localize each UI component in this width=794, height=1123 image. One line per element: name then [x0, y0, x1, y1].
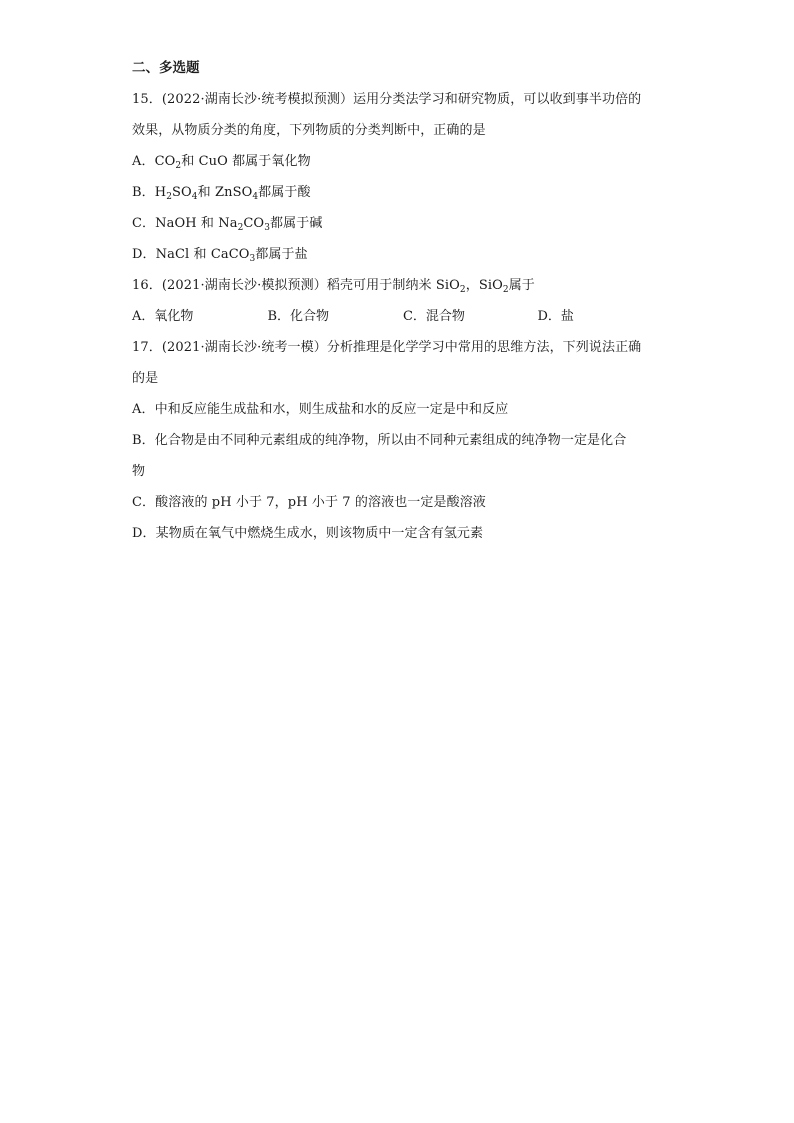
question-15-option-c: C．NaOH 和 $Na_2CO_3$都属于碱 — [132, 216, 323, 233]
question-16-option-b: B．化合物 — [267, 309, 330, 324]
question-16-stem: 16．(2021·湖南长沙·模拟预测）稻壳可用于制纳米 SiO$_2$，SiO$_2$属于 — [132, 278, 535, 295]
section-title: 二、多选题 — [132, 60, 200, 76]
question-16 — [132, 270, 672, 332]
question-17-stem-line-1: 17．(2021·湖南长沙·统考一模）分析推理是化学学习中常用的思维方法，下列说法正确 — [132, 340, 642, 355]
question-17 — [132, 332, 672, 549]
question-16-option-d: D．盐 — [537, 309, 574, 324]
question-17-option-a: A．中和反应能生成盐和水，则生成盐和水的反应一定是中和反应 — [132, 402, 509, 417]
question-15-option-b: B．$H_2SO_4$和 ZnSO$_4$都属于酸 — [132, 185, 311, 202]
question-17-option-c: C．酸溶液的 pH 小于 7，pH 小于 7 的溶液也一定是酸溶液 — [132, 495, 486, 510]
question-16-options — [132, 301, 672, 332]
question-15-stem-line-2: 效果，从物质分类的角度，下列物质的分类判断中，正确的是 — [132, 123, 486, 138]
question-17-stem-line-2: 的是 — [132, 371, 159, 386]
question-17-option-d: D．某物质在氧气中燃烧生成水，则该物质中一定含有氢元素 — [132, 526, 484, 541]
question-15-option-a: A．$CO_2$和 CuO 都属于氧化物 — [132, 154, 311, 171]
question-15-stem-line-1: 15．(2022·湖南长沙·统考模拟预测）运用分类法学习和研究物质，可以收到事半功倍的 — [132, 92, 642, 107]
question-17-option-b-line-1: B．化合物是由不同种元素组成的纯净物，所以由不同种元素组成的纯净物一定是化合 — [132, 433, 627, 448]
question-16-option-c: C．混合物 — [402, 309, 465, 324]
question-15-option-d: D．NaCl 和 CaCO$_3$都属于盐 — [132, 247, 308, 264]
question-section — [132, 58, 672, 549]
question-16-option-a: A．氧化物 — [132, 309, 194, 324]
question-17-option-b-line-2: 物 — [132, 464, 146, 479]
question-15 — [132, 84, 672, 270]
